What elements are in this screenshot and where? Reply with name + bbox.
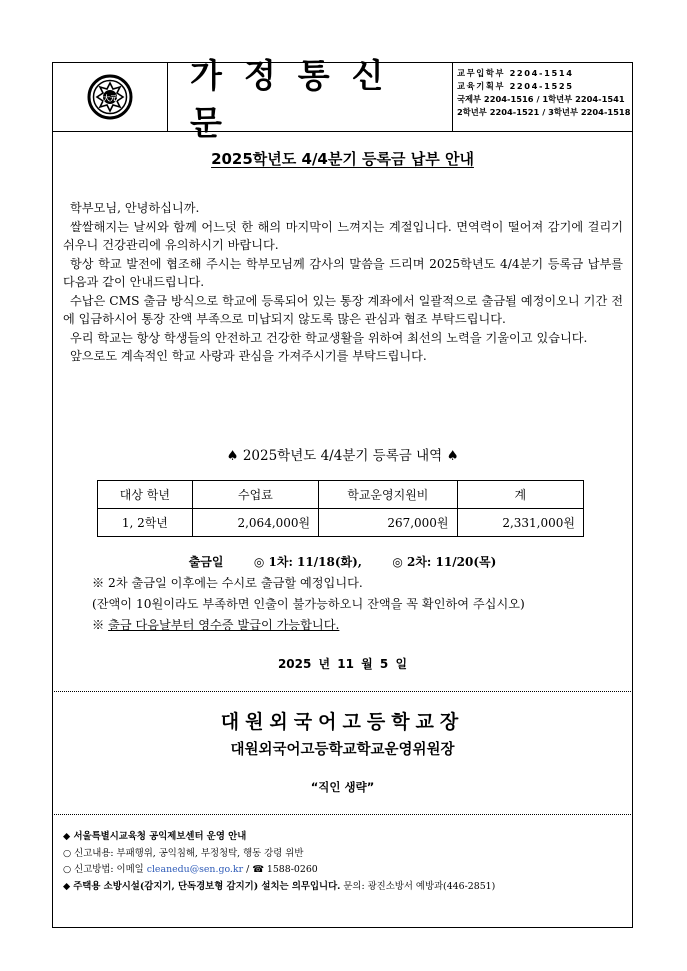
payment-first-date: ◎ 1차: 11/18(화), (253, 555, 362, 569)
footer-report-method (63, 862, 628, 879)
fee-column-header: 수업료 (192, 481, 318, 509)
department-contacts (457, 67, 631, 129)
payment-dates (53, 553, 632, 570)
committee-chair: 대원외국어고등학교학교운영위원장 (230, 742, 455, 758)
receipt-note (92, 616, 339, 633)
fee-cell-grade: 1, 2학년 (98, 509, 193, 537)
body-paragraph: 쌀쌀해지는 날씨와 함께 어느덧 한 해의 마지막이 느껴지는 계절입니다. 면역력이 떨어져 감기에 걸리기 쉬우니 건강관리에 유의하시기 바랍니다. (63, 219, 623, 252)
fee-cell-support: 267,000원 (319, 509, 457, 537)
school-emblem-cell (53, 63, 168, 131)
receipt-note-mark: ※ (92, 618, 105, 632)
body-paragraph: 우리 학교는 항상 학생들의 안전하고 건강한 학교생활을 위하여 최선의 노력을 기울이고 있습니다. (70, 330, 588, 345)
newsletter-title-cell (168, 56, 453, 142)
fee-column-header: 학교운영지원비 (319, 481, 457, 509)
emblem-text: 大元 (103, 94, 117, 103)
payment-note: ※ 2차 출금일 이후에는 수시로 출금할 예정입니다. (92, 576, 363, 590)
dotted-divider (52, 691, 633, 692)
footer-notice (63, 829, 628, 895)
footer-center-title-line (63, 829, 628, 846)
diamond-bullet-icon: ◆ (63, 880, 71, 892)
fee-cell-total: 2,331,000원 (457, 509, 583, 537)
contact-line: 2학년부 2204-1521 / 3학년부 2204-1518 (457, 107, 631, 117)
footer-email-link[interactable]: cleanedu@sen.go.kr (146, 864, 244, 875)
school-emblem-icon (87, 74, 133, 120)
notice-body (63, 199, 623, 366)
seal-omitted-note: “직인 생략” (310, 780, 375, 794)
fee-table (97, 480, 584, 537)
fee-table-header-row (98, 481, 584, 509)
newsletter-header (53, 56, 632, 142)
fee-table-row (98, 509, 584, 537)
contact-line: 국제부 2204-1516 / 1학년부 2204-1541 (457, 94, 625, 104)
notice-headline: 2025학년도 4/4분기 등록금 납부 안내 (211, 150, 474, 168)
fee-cell-tuition: 2,064,000원 (192, 509, 318, 537)
body-paragraph: 항상 학교 발전에 협조해 주시는 학부모님께 감사의 말씀을 드리며 2025학년도 4/4분기 등록금 납부를 다음과 같이 안내드립니다. (63, 256, 623, 289)
dotted-divider (52, 814, 633, 815)
footer-fire-notice: 주택용 소방시설(감지기, 단독경보형 감지기) 설치는 의무입니다. (73, 880, 341, 892)
fee-column-header: 계 (457, 481, 583, 509)
issue-date: 2025 년 11 월 5 일 (277, 657, 408, 671)
footer-report-method-label: ○ 신고방법: 이메일 (63, 864, 144, 875)
receipt-note-text: 출금 다음날부터 영수증 발급이 가능합니다. (108, 618, 340, 632)
fee-section-title: ♠ 2025학년도 4/4분기 등록금 내역 ♠ (226, 448, 459, 464)
body-paragraph: 수납은 CMS 출금 방식으로 학교에 등록되어 있는 통장 계좌에서 일괄적으로 출금될 예정이오니 기간 전에 입금하시어 통장 잔액 부족으로 미납되지 않도록 많은 관심과 협조 부탁드립니다. (63, 293, 623, 326)
newsletter-sheet (52, 56, 633, 928)
newsletter-title: 가정통신문 (190, 56, 406, 142)
body-paragraph: 앞으로도 계속적인 학교 사랑과 관심을 가져주시기를 부탁드립니다. (70, 349, 427, 363)
diamond-bullet-icon: ◆ (63, 831, 71, 842)
school-principal: 대원외국어고등학교장 (220, 711, 465, 733)
footer-phone: / ☎ 1588-0260 (246, 864, 318, 875)
contact-line: 교육기획부 2204-1525 (457, 81, 574, 91)
contact-line: 교무입학부 2204-1514 (457, 68, 574, 78)
payment-note: (잔액이 10원이라도 부족하면 인출이 불가능하오니 잔액을 꼭 확인하여 주십시오) (92, 597, 525, 611)
payment-second-date: ◎ 2차: 11/20(목) (392, 555, 497, 569)
body-paragraph: 학부모님, 안녕하십니까. (70, 201, 200, 215)
fee-column-header: 대상 학년 (98, 481, 193, 509)
footer-fire-contact: 문의: 광진소방서 예방과(446-2851) (343, 880, 496, 892)
footer-fire-line (63, 879, 628, 896)
payment-label: 출금일 (188, 555, 224, 569)
footer-report-content: ○ 신고내용: 부패행위, 공익침해, 부정청탁, 행동 강령 위반 (63, 847, 304, 859)
footer-center-title: 서울특별시교육청 공익제보센터 운영 안내 (73, 831, 247, 842)
